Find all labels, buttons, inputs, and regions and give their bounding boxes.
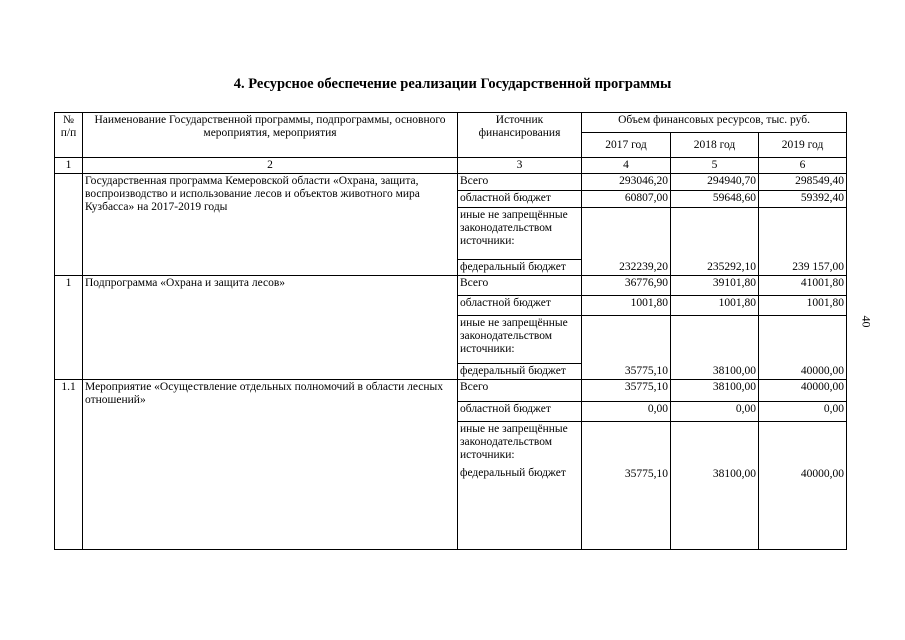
col-index: 2 <box>83 158 458 174</box>
header-2019: 2019 год <box>759 133 847 158</box>
header-source: Источник финансирования <box>458 113 582 158</box>
value-cell: 0,00 <box>671 402 759 422</box>
value-cell: 0,00 <box>582 402 671 422</box>
header-2017: 2017 год <box>582 133 671 158</box>
row-num: 1.1 <box>55 380 83 550</box>
source-cell: федеральный бюджет <box>458 364 582 380</box>
col-index: 6 <box>759 158 847 174</box>
source-cell: иные не запрещённые законодательством источники: <box>458 316 582 364</box>
source-cell: иные не запрещённые законодательством источники: <box>458 422 582 466</box>
header-num: № п/п <box>55 113 83 158</box>
col-index: 4 <box>582 158 671 174</box>
header-2018: 2018 год <box>671 133 759 158</box>
header-volume: Объем финансовых ресурсов, тыс. руб. <box>582 113 847 133</box>
value-cell: 60807,00 <box>582 191 671 208</box>
row-name: Подпрограмма «Охрана и защита лесов» <box>83 276 458 380</box>
row-name: Государственная программа Кемеровской области «Охрана, защита, воспроизводство и использование лесов и объектов животного мира Кузбасса» на 2017-2019 годы <box>83 174 458 276</box>
header-name: Наименование Государственной программы, подпрограммы, основного мероприятия, мероприятия <box>83 113 458 158</box>
col-index: 1 <box>55 158 83 174</box>
page-title: 4. Ресурсное обеспечение реализации Государственной программы <box>233 76 672 92</box>
value-cell: 39101,80 <box>671 276 759 296</box>
value-cell: 59648,60 <box>671 191 759 208</box>
value-cell: 1001,80 <box>671 296 759 316</box>
source-cell: областной бюджет <box>458 402 582 422</box>
source-cell: Всего <box>458 174 582 191</box>
value-cell: 235292,10 <box>671 208 759 276</box>
page-number: 40 <box>859 315 874 328</box>
source-cell: Всего <box>458 276 582 296</box>
value-cell: 35775,10 <box>582 380 671 402</box>
value-cell: 38100,00 <box>671 380 759 402</box>
value-cell: 40000,00 <box>759 422 847 550</box>
value-cell: 41001,80 <box>759 276 847 296</box>
value-cell: 40000,00 <box>759 380 847 402</box>
col-index: 3 <box>458 158 582 174</box>
source-cell: областной бюджет <box>458 296 582 316</box>
source-cell: иные не запрещённые законодательством источники: <box>458 208 582 260</box>
table-row <box>55 174 847 191</box>
value-cell: 40000,00 <box>759 316 847 380</box>
value-cell: 298549,40 <box>759 174 847 191</box>
value-cell: 36776,90 <box>582 276 671 296</box>
value-cell: 0,00 <box>759 402 847 422</box>
table-row <box>55 380 847 402</box>
value-cell: 1001,80 <box>582 296 671 316</box>
value-cell: 239 157,00 <box>759 208 847 276</box>
value-cell: 59392,40 <box>759 191 847 208</box>
col-index: 5 <box>671 158 759 174</box>
value-cell: 38100,00 <box>671 422 759 550</box>
source-cell: федеральный бюджет <box>458 466 582 550</box>
row-num <box>55 174 83 276</box>
source-cell: федеральный бюджет <box>458 260 582 276</box>
value-cell: 294940,70 <box>671 174 759 191</box>
value-cell: 232239,20 <box>582 208 671 276</box>
row-num: 1 <box>55 276 83 380</box>
table-row <box>55 276 847 296</box>
resource-table <box>54 112 847 550</box>
value-cell: 1001,80 <box>759 296 847 316</box>
value-cell: 35775,10 <box>582 422 671 550</box>
source-cell: областной бюджет <box>458 191 582 208</box>
source-cell: Всего <box>458 380 582 402</box>
row-name: Мероприятие «Осуществление отдельных полномочий в области лесных отношений» <box>83 380 458 550</box>
value-cell: 35775,10 <box>582 316 671 380</box>
value-cell: 293046,20 <box>582 174 671 191</box>
value-cell: 38100,00 <box>671 316 759 380</box>
